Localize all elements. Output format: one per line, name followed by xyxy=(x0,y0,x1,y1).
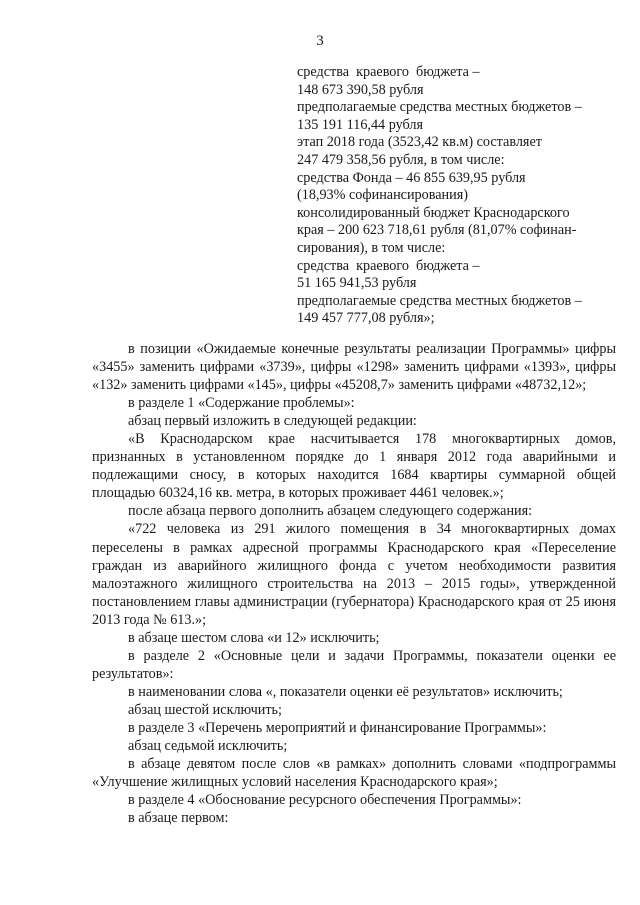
funding-line: 247 479 358,56 рубля, в том числе: xyxy=(297,151,505,168)
body-paragraph: в наименовании слова «, показатели оценки её результатов» исключить; xyxy=(128,683,563,700)
body-paragraph: в абзаце шестом слова «и 12» исключить; xyxy=(128,629,380,646)
body-paragraph: абзац шестой исключить; xyxy=(128,701,282,718)
funding-line: консолидированный бюджет Краснодарского xyxy=(297,204,570,221)
funding-line: средства краевого бюджета – xyxy=(297,257,480,274)
funding-line: сирования), в том числе: xyxy=(297,239,446,256)
funding-line: средства краевого бюджета – xyxy=(297,64,480,80)
body-paragraph: абзац первый изложить в следующей редакции: xyxy=(128,413,417,430)
body-paragraph: в разделе 1 «Содержание проблемы»: xyxy=(128,395,355,412)
body-paragraph: в абзаце первом: xyxy=(128,810,229,827)
funding-line: 149 457 777,08 рубля»; xyxy=(297,310,435,327)
body-paragraph: «722 человека из 291 жилого помещения в 34 многоквартирных домах переселены в рамках адресной программы Краснодарского края «Переселение граждан из аварийного жилищного фонда с учетом необходимости развития малоэтажного жилищного строительства на 2013 – 2015 годы», утвержденной постановлением главы администрации (губернатора) Краснодарского края от 25 июня 2013 года № 613.»; xyxy=(92,521,616,628)
body-paragraph: абзац седьмой исключить; xyxy=(128,738,288,755)
funding-line: (18,93% софинансирования) xyxy=(297,187,468,204)
body-paragraph: в разделе 4 «Обоснование ресурсного обеспечения Программы»: xyxy=(128,792,522,809)
body-paragraph: в абзаце девятом после слов «в рамках» дополнить словами «подпрограммы «Улучшение жилищных условий населения Краснодарского края»; xyxy=(92,756,616,791)
page-number: 3 xyxy=(316,33,324,49)
funding-line: 148 673 390,58 рубля xyxy=(297,81,424,98)
body-paragraph: «В Краснодарском крае насчитывается 178 многоквартирных домов, признанных в установленном порядке до 1 января 2012 года аварийными и подлежащими сносу, в которых находится 1684 квартиры суммарной общей площадью 60324,16 кв. метра, в которых проживает 4461 человек.»; xyxy=(92,431,616,502)
body-paragraph: в позиции «Ожидаемые конечные результаты реализации Программы» цифры «3455» заменить цифрами «3739», цифры «1298» заменить цифрами «1393», цифры «132» заменить цифрами «145», цифры «45208,7» заменить цифрами «48732,12»; xyxy=(92,341,616,394)
body-paragraph: после абзаца первого дополнить абзацем следующего содержания: xyxy=(128,503,533,520)
document-body xyxy=(92,340,616,827)
funding-line: средства Фонда – 46 855 639,95 рубля xyxy=(297,169,526,186)
funding-line: предполагаемые средства местных бюджетов – xyxy=(297,292,582,309)
body-paragraph: в разделе 2 «Основные цели и задачи Программы, показатели оценки ее результатов»: xyxy=(92,647,616,682)
funding-line: 135 191 116,44 рубля xyxy=(297,116,423,133)
funding-details-block xyxy=(297,64,602,328)
body-paragraph: в разделе 3 «Перечень мероприятий и финансирование Программы»: xyxy=(128,719,547,736)
funding-line: этап 2018 года (3523,42 кв.м) составляет xyxy=(297,134,542,151)
funding-line: края – 200 623 718,61 рубля (81,07% софинан- xyxy=(297,222,577,239)
funding-line: 51 165 941,53 рубля xyxy=(297,275,417,292)
funding-line: предполагаемые средства местных бюджетов – xyxy=(297,99,582,116)
